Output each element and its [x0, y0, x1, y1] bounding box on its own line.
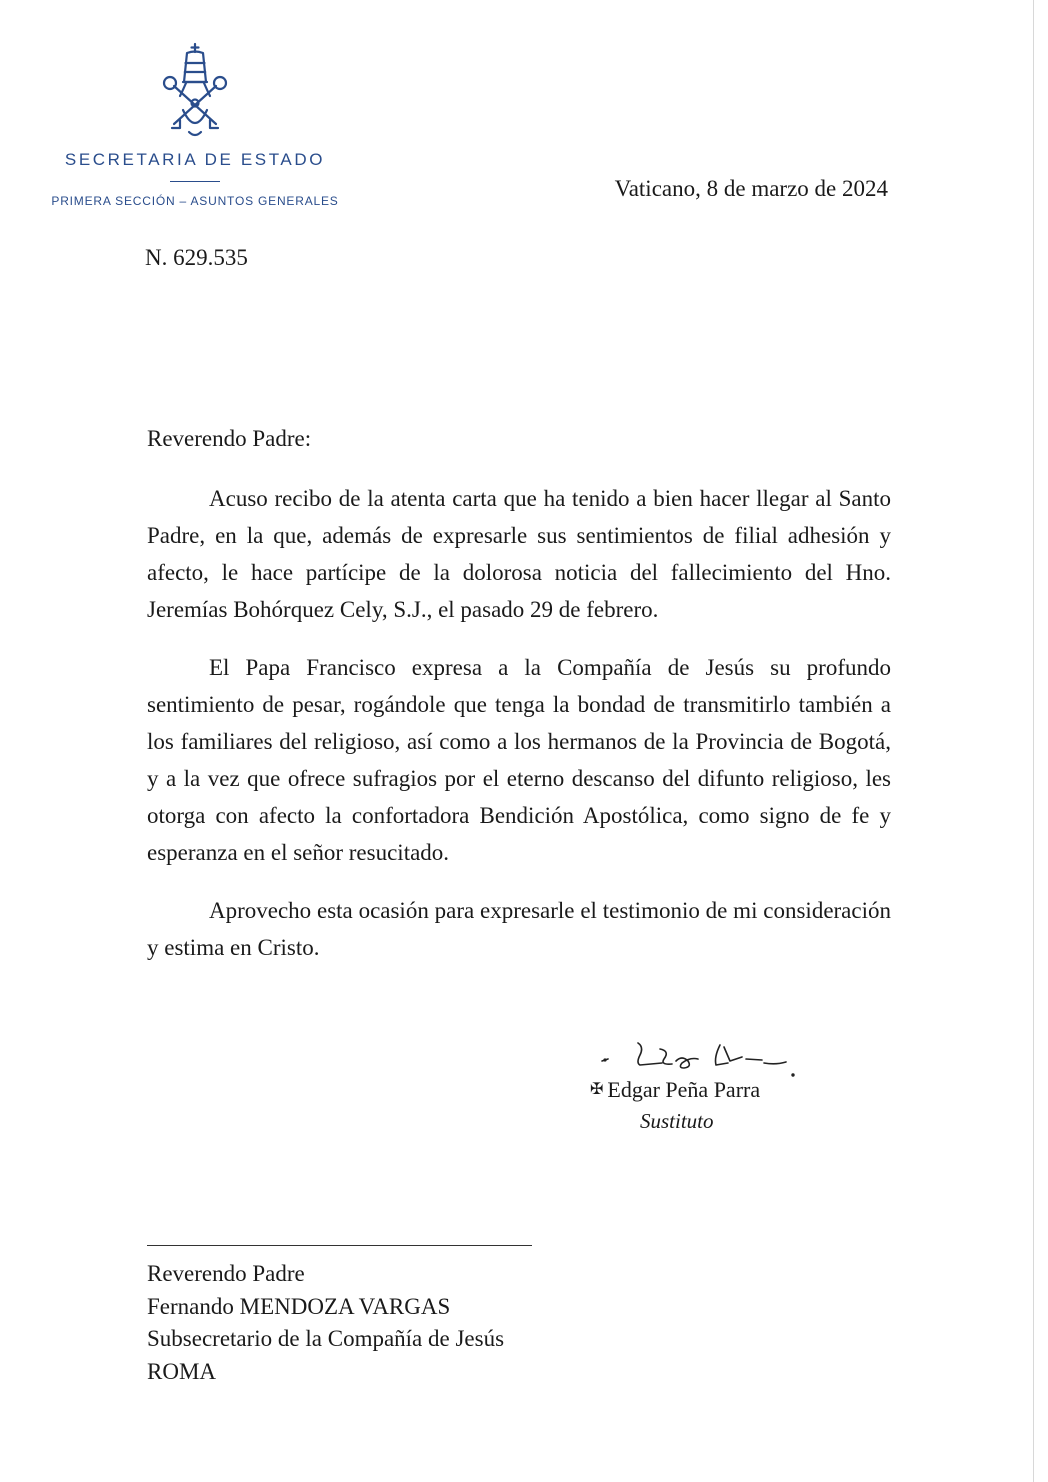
recipient-address — [147, 1258, 504, 1388]
recipient-line-2: Fernando MENDOZA VARGAS — [147, 1293, 451, 1319]
letter-date: Vaticano, 8 de marzo de 2024 — [614, 176, 888, 201]
office-section: PRIMERA SECCIÓN – ASUNTOS GENERALES — [51, 194, 339, 208]
papal-coat-of-arms-icon — [150, 40, 240, 140]
recipient-line-4: ROMA — [147, 1358, 217, 1384]
signature-block — [590, 1035, 810, 1134]
letterhead — [40, 40, 350, 208]
signatory-title: Sustituto — [640, 1109, 714, 1133]
signatory-name — [590, 1077, 810, 1103]
recipient-line-3: Subsecretario de la Compañía de Jesús — [147, 1326, 505, 1351]
episcopal-cross-icon: ✠ — [590, 1081, 604, 1098]
protocol-number: N. 629.535 — [145, 245, 248, 270]
address-divider — [147, 1245, 532, 1246]
page-edge — [1033, 0, 1034, 1482]
handwritten-signature — [590, 1035, 800, 1081]
signatory-name-text: Edgar Peña Parra — [607, 1077, 761, 1102]
body-paragraph: El Papa Francisco expresa a la Compañía de Jesús su profundo sentimiento de pesar, rogándole que tenga la bondad de transmitirlo también a los familiares del religioso, así como a los hermanos de la Provincia de Bogotá, y a la vez que ofrece sufragios por el eterno descanso del difunto religioso, les otorga con afecto la confortadora Bendición Apostólica, como signo de fe y esperanza en el señor resucitado. — [147, 655, 891, 865]
salutation: Reverendo Padre: — [147, 426, 312, 451]
letterhead-divider — [170, 181, 220, 182]
office-name: SECRETARIA DE ESTADO — [64, 150, 326, 169]
recipient-line-1: Reverendo Padre — [147, 1261, 305, 1286]
body-paragraph: Aprovecho esta ocasión para expresarle el testimonio de mi consideración y estima en Cristo. — [147, 898, 891, 960]
body-paragraph: Acuso recibo de la atenta carta que ha tenido a bien hacer llegar al Santo Padre, en la que, además de expresarle sus sentimientos de filial adhesión y afecto, le hace partícipe de la dolorosa noticia del fallecimiento del Hno. Jeremías Bohórquez Cely, S.J., el pasado 29 de febrero. — [147, 486, 891, 622]
letter-body — [147, 480, 891, 987]
